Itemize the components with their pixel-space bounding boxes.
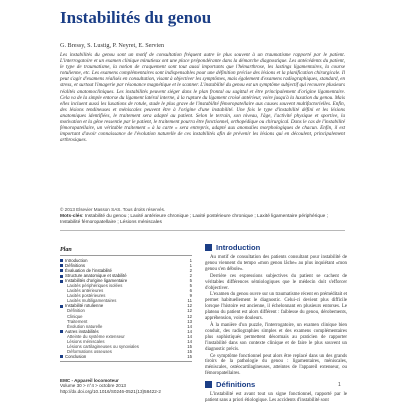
toc-label: Évolution naturelle <box>67 323 103 329</box>
toc-page-number: 14 <box>187 333 192 339</box>
toc-page-number: 14 <box>187 338 192 344</box>
keywords-list: : Instabilité du genou ; Laxité antérieure chronique ; Laxité postérieure chronique ; Laxité ligamentaire périphérique ; Instabilité fémoropatellaire ; Lésions méniscales <box>60 214 328 225</box>
toc-list <box>60 258 192 359</box>
toc-page-number: 12 <box>187 313 192 319</box>
toc-label: Laxités antérieures <box>67 288 104 294</box>
journal-footer <box>60 378 161 394</box>
toc-bullet-icon <box>60 305 63 308</box>
toc-page-number: 2 <box>189 268 192 274</box>
toc-bullet-icon <box>60 280 63 283</box>
toc-bullet-icon <box>60 355 63 358</box>
toc-label: Conclusion <box>65 353 87 359</box>
plan-divider <box>60 361 192 362</box>
body-paragraph: Au motif de consultation des patients consultant pour instabilité de genou viennent du tempo «mon genou lâche» au plus inquiétant «mon genou s'en débole». <box>205 255 347 272</box>
journal-volume: Volume 30 > n°4 > octobre 2013 <box>60 383 126 389</box>
article-abstract: Les instabilités du genou sont un motif de consultation fréquent autre le plus souvent à un traumatisme rapporté par le patient. L'interrogatoire et un examen clinique minutieux ont une place prépondérante dans la démarche diagnostique. Les antécédents du patient, le type de traumatisme, la notion de craquement sont tout aussi importants que l'hémarthrose, les lastings ligamentaires, la course rotulienne, etc. Les examens complémentaires sont indispensables pour une définition précise des lésions et la planification chirurgicale. Il peut s'agir d'examens réalisés en consultation, visant à objectiver les symptômes, mais également d'examens radiographiques, standard, en stress, et surtout l'imagerie par résonance magnétique et le scanner. L'instabilité du genou est un symptôme subjectif qui recouvre plusieurs réalités anatomocliniques. Les instabilités peuvent siéger dans le plan frontal ou sagittal et être principalement d'origine ligamentaire. Cela va de la simple entorse du ligament latéral interne, à la rupture du ligament croisé antérieur, voire jusqu'à la luxation du genou. Mais elles incluent aussi les luxations de rotule, stade le plus grave de l'instabilité fémoropatellaire aux causes souvent multifactorielles. Enfin, des lésions tendineuses et méniscales peuvent être à l'origine d'une instabilité. Une fois le type d'instabilité défini et les lésions anatomiques identifiées, le traitement sera adapté au patient. Selon le terrain, son niveau, l'âge, l'activité physique et sportive, la motivation et la gêne ressentie par le patient, le traitement pourra être fonctionnel, orthopédique ou chirurgical. Dans le cas de l'instabilité fémoropatellaire, un véritable traitement « à la carte » sera entrepris, adapté aux anomalies morphologiques de chacun. Enfin, il est important d'avoir connaissance de l'évolution naturelle de ces instabilités afin de prévenir les lésions qui en découlent, principalement arthrosiques. <box>60 52 345 144</box>
section-heading-introduction <box>205 243 347 252</box>
body-paragraph: L'instabilité est avant tout un signe fonctionnel, rapporté par le patient sans a priori étiologique. Les accidents d'instabilité sont <box>205 392 347 404</box>
journal-doi[interactable]: http://dx.doi.org/10.1016/S0246-0521(13)58422-2 <box>60 388 161 394</box>
page-number: 1 <box>338 382 341 388</box>
toc-page-number: 9 <box>189 293 192 299</box>
section-square-icon <box>205 381 212 388</box>
toc-page-number: 14 <box>187 328 192 334</box>
plan-title: Plan <box>60 247 192 256</box>
toc-label: Laxités postérieures <box>67 293 106 299</box>
copyright-notice: © 2013 Elsevier Masson SAS. Tous droits réservés. <box>60 207 166 212</box>
section-divider <box>60 230 345 231</box>
article-authors: G. Bressy, S. Lustig, P. Neyret, E. Servien <box>60 42 165 49</box>
article-title: Instabilités du genou <box>60 8 212 27</box>
toc-label: Laxités périphériques isolées <box>67 283 123 289</box>
toc-label: Laxités multiligamentaires <box>67 298 117 304</box>
toc-label: Lésions méniscales <box>67 338 105 344</box>
toc-label: Structure anatomique et stabilité <box>65 273 127 279</box>
body-paragraph: L'examen du genou ouvre sur un traumatisme récent en préméditait et permet habituellement le diagnostic. Celui-ci devient plus difficile lorsque l'histoire est ancienne, il échelonnant en plusieurs entorses. Le plateau du patient est alors différent : faiblesse du genou, dérobements, appréhension, voire douleurs. <box>205 292 347 322</box>
toc-label: Introduction <box>65 258 88 263</box>
toc-page-number: 15 <box>187 343 192 349</box>
section-title-definitions: Définitions <box>216 380 256 390</box>
toc-bullet-icon <box>60 259 63 262</box>
toc-label: Atteinte du système extenseur <box>67 333 125 339</box>
toc-bullet-icon <box>60 275 63 278</box>
toc-page-number: 5 <box>189 278 192 284</box>
toc-page-number: 15 <box>187 353 192 359</box>
section-square-icon <box>205 244 212 251</box>
toc-label: Lésions cartilagineuses ou synoviales <box>67 343 139 349</box>
toc-item[interactable] <box>60 354 192 359</box>
toc-page-number: 1 <box>189 258 192 263</box>
toc-label: Évaluation de l'instabilité <box>65 268 112 274</box>
toc-label: Instabilité rotulienne <box>65 303 104 309</box>
keywords-label: Mots-clés <box>60 214 83 219</box>
toc-bullet-icon <box>60 269 63 272</box>
toc-label: Instabilités d'origine ligamentaire <box>65 278 128 284</box>
keywords-block <box>60 214 345 226</box>
toc-label: Définitions <box>65 263 86 269</box>
toc-label: Définition <box>67 308 85 314</box>
toc-bullet-icon <box>60 264 63 267</box>
toc-page-number: 5 <box>189 283 192 289</box>
toc-page-number: 12 <box>187 303 192 309</box>
main-text-column <box>205 243 347 405</box>
toc-page-number: 12 <box>187 308 192 314</box>
body-paragraph: Derrière ces expressions subjectives du patient se cachent de véritables différences sémiologiques que le médecin doit s'efforcer d'objectiver. <box>205 273 347 291</box>
toc-label: Clinique <box>67 313 83 319</box>
toc-page-number: 14 <box>187 323 192 329</box>
section-heading-definitions <box>205 380 347 389</box>
table-of-contents <box>60 247 192 362</box>
toc-page-number: 13 <box>187 318 192 324</box>
body-paragraph: À la manière d'un puzzle, l'interrogatoire, un examen clinique bien conduit, des radiographies simples et des examens complémentaires plus sophistiqués permettent désormais au praticien de rapporter l'instabilité dans son contexte clinique et de faire le plus souvent un diagnostic précis. <box>205 322 347 352</box>
toc-bullet-icon <box>60 330 63 333</box>
body-paragraph: Ce symptôme fonctionnel peut alors être replacé dans un des grands tiroirs de la pathologie du genou : ligamentaires, méniscales, méniscales, ostéocartilagineuses, atteintes de l'appareil extenseur, ou fémoropatellaires. <box>205 353 347 377</box>
toc-label: Autres instabilités <box>65 328 99 334</box>
section-title-introduction: Introduction <box>216 243 261 252</box>
journal-name: EMC - Appareil locomoteur <box>60 378 119 383</box>
toc-page-number: 1 <box>189 263 192 269</box>
toc-page-number: 6 <box>189 288 192 294</box>
toc-page-number: 11 <box>187 298 192 304</box>
toc-label: Traitement <box>67 318 88 324</box>
toc-label: Déformations osseuses <box>67 348 112 354</box>
toc-page-number: 15 <box>187 348 192 354</box>
toc-page-number: 2 <box>189 273 192 279</box>
